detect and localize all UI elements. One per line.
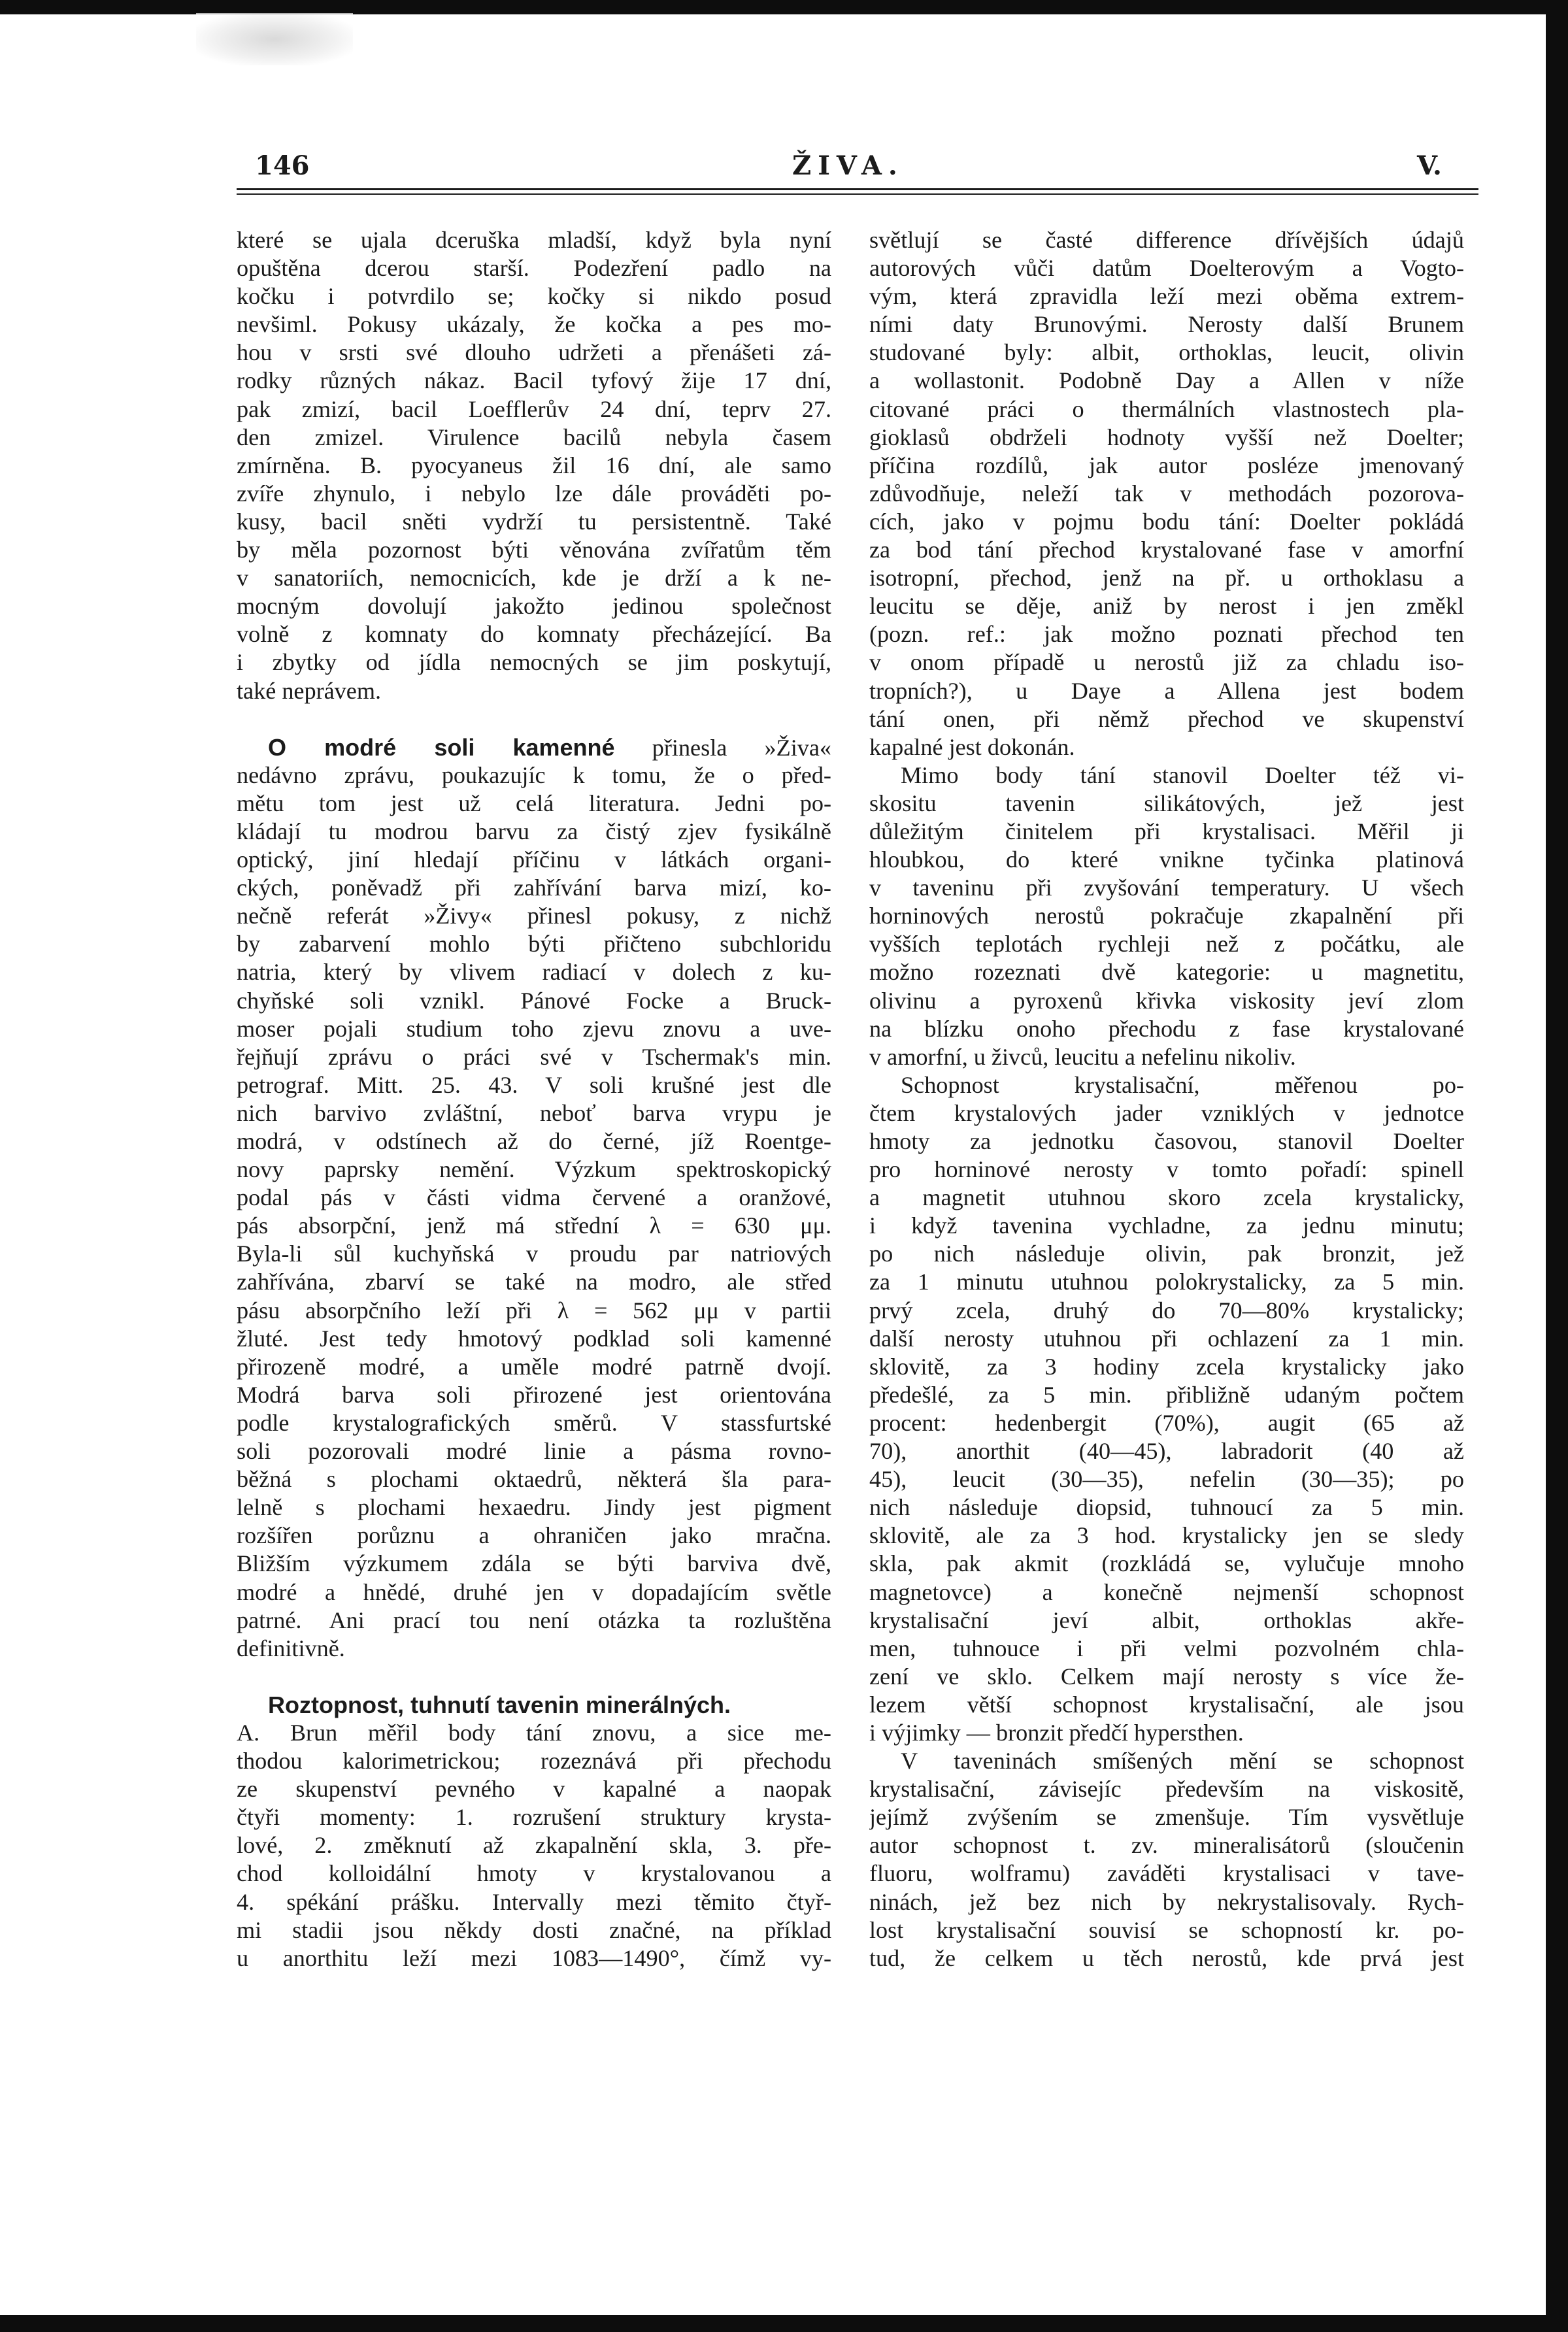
text-line: (pozn. ref.: jak možno poznati přechod ten [869,621,1464,648]
text-line: kusy, bacil sněti vydrží tu persistentně. Také [237,508,831,535]
text-line: mi stadii jsou někdy dosti značné, na příklad [237,1916,831,1943]
journal-title: ŽIVA. [792,150,904,181]
text-line: ze skupenství pevného v kapalné a naopak [237,1776,831,1803]
text-line: čtem krystalových jader vzniklých v jednotce [869,1099,1464,1126]
text-line: den zmizel. Virulence bacilů nebyla časem [237,424,831,450]
text-line: jejímž zvýšením se zmenšuje. Tím vysvětluje [869,1804,1464,1831]
paragraph-cats-bacteria [237,226,831,705]
text-line: men, tuhnouce i při velmi pozvolném chla- [869,1635,1464,1661]
text-line: zmírněna. B. pyocyaneus žil 16 dní, ale samo [237,452,831,478]
text-line: A. Brun měřil body tání znovu, a sice me- [237,1719,831,1746]
text-line: ními daty Brunovými. Nerosty další Brunem [869,311,1464,338]
text-line: v onom případě u nerostů již za chladu iso- [869,649,1464,676]
text-line: vyšších teplotách rychleji než z počátku, ale [869,931,1464,958]
paragraph-gap [237,705,831,733]
text-line: předešlé, za 5 min. přibližně udaným počtem [869,1381,1464,1408]
text-line: Mimo body tání stanovil Doelter též vi- [901,761,1464,788]
text-line: lezem větší schopnost krystalisační, ale jsou [869,1691,1464,1718]
text-line: definitivně. [237,1635,345,1661]
text-line: zvíře zhynulo, i nebylo lze dále prováděti po- [237,480,831,507]
text-line: mocným dovolují jakožto jedinou společnost [237,593,831,620]
text-line: příčina rozdílů, jak autor posléze jmenovaný [869,452,1464,478]
text-line: a magnetit utuhnou skoro zcela krystalicky, [869,1184,1464,1211]
text-line: po nich následuje olivin, pak bronzit, jež [869,1241,1464,1267]
scan-smudge [196,13,353,65]
journal-page [237,131,1478,2190]
text-line: řejňují zprávu o práci své v Tschermak's min. [237,1043,831,1070]
text-line: citované práci o thermálních vlastnostech pla- [869,395,1464,422]
text-line: rodky různých nákaz. Bacil tyfový žije 17 dní, [237,367,831,394]
page-number: 146 [255,150,310,181]
text-line: studované byly: albit, orthoklas, leucit, olivin [869,339,1464,366]
text-line: 4. spékání prášku. Intervally mezi těmito čtyř- [237,1888,831,1915]
section-heading-blue-salt: O modré soli kamenné [268,733,615,761]
text-line: cích, jako v pojmu bodu tání: Doelter pokládá [869,508,1464,535]
text-line: nečně referát »Živy« přinesl pokusy, z nichž [237,903,831,929]
text-line: i když tavenina vychladne, za jednu minutu; [869,1212,1464,1239]
running-header [237,144,1478,190]
paragraph-melting [237,1719,831,1973]
text-line: v taveninu při zvyšování temperatury. U všech [869,875,1464,901]
text-line: za 1 minutu utuhnou polokrystalicky, za 5 min. [869,1269,1464,1295]
text-line: lost krystalisační souvisí se schopností kr. po- [869,1916,1464,1943]
text-line: autorových vůči datům Doelterovým a Vogto- [869,255,1464,282]
text-line: za bod tání přechod krystalované fase v amorfní [869,537,1464,563]
text-line: fluoru, wolframu) zaváděti krystalisaci v tave- [869,1860,1464,1887]
text-line: olivinu a pyroxenů křivka viskosity jeví zlom [869,987,1464,1014]
text-line: důležitým činitelem při krystalisaci. Měřil ji [869,818,1464,844]
left-column [237,226,831,1973]
text-line: modré a hnědé, druhé jen v dopadajícím světle [237,1578,831,1605]
text-line: prvý zcela, druhý do 70—80% krystalicky; [869,1297,1464,1324]
text-line: ckých, poněvadž při zahřívání barva mizí, ko- [237,875,831,901]
text-line: kapalné jest dokonán. [869,733,1075,760]
text-line: procent: hedenbergit (70%), augit (65 až [869,1409,1464,1436]
text-line: patrné. Ani prací tou není otázka ta rozluštěna [237,1607,831,1633]
text-line: moser pojali studium toho zjevu znovu a uve- [237,1015,831,1042]
text-line: horninových nerostů pokračuje zkapalnění při [869,903,1464,929]
text-line: Byla-li sůl kuchyňská v proudu par natriových [237,1241,831,1267]
text-line: lelně s plochami hexaedru. Jindy jest pigment [237,1494,831,1521]
text-line: nevšiml. Pokusy ukázaly, že kočka a pes mo- [237,311,831,338]
text-line: možno rozeznati dvě kategorie: u magnetitu, [869,959,1464,986]
text-line: natria, který by vlivem radiací v dolech z ku- [237,959,831,986]
text-line: hmoty za jednotku časovou, stanovil Doelter [869,1128,1464,1154]
text-line: gioklasů obdrželi hodnoty vyšší než Doelter; [869,424,1464,450]
right-column [869,226,1464,1973]
scan-border-bottom [0,2315,1568,2332]
section-heading-melting: Roztopnost, tuhnutí tavenin minerálných. [268,1691,731,1718]
text-line: lové, 2. změknutí až zkapalnění skla, 3. pře- [237,1832,831,1859]
text-line: skla, pak akmit (rozkládá se, vylučuje mnoho [869,1550,1464,1577]
text-line: skositu tavenin silikátových, jež jest [869,790,1464,816]
text-line: zení ve sklo. Celkem mají nerosty s více že- [869,1663,1464,1690]
paragraph-gap [237,1663,831,1691]
text-line: čtyři momenty: 1. rozrušení struktury krysta- [237,1804,831,1831]
paragraph-crystallization [869,1071,1464,1747]
text-line: žluté. Jest tedy hmotový podklad soli kamenné [237,1325,831,1352]
text-line: pásu absorpčního leží při λ = 562 μμ v partii [237,1297,831,1324]
text-line: thodou kalorimetrickou; rozeznává při přechodu [237,1748,831,1774]
text-line: isotropní, přechod, jenž na př. u orthoklasu a [869,565,1464,591]
text-line: i zbytky od jídla nemocných se jim poskytují, [237,649,831,676]
text-line: které se ujala dceruška mladší, když byla nyní [237,227,831,253]
header-rule [237,188,1478,190]
text-line: 70), anorthit (40—45), labradorit (40 až [869,1438,1464,1465]
paragraph-mixed-melts [869,1747,1464,1973]
text-line: V taveninách smíšených mění se schopnost [901,1748,1464,1774]
text-line: hou v srsti své dlouho udržeti a přenášeti zá- [237,339,831,366]
text-line: hloubkou, do které vnikne tyčinka platinová [869,846,1464,873]
text-line: pak zmizí, bacil Loefflerův 24 dní, teprv 27. [237,395,831,422]
text-line: sklovitě, za 3 hodiny zcela krystalicky jako [869,1353,1464,1380]
text-line: leucitu se děje, aniž by nerost i jen změkl [869,593,1464,620]
text-line: Bližším výzkumem zdála se býti barviva dvě, [237,1550,831,1577]
text-line: přirozeně modré, a uměle modré patrně dvojí. [237,1353,831,1380]
text-line: zahřívána, zbarví se také na modro, ale střed [237,1269,831,1295]
scan-border-right [1546,0,1568,2332]
text-line: podle krystalografických směrů. V stassfurtské [237,1409,831,1436]
text-line: 45), leucit (30—35), nefelin (30—35); po [869,1466,1464,1493]
text-line: optický, jiní hledají příčinu v látkách organi- [237,846,831,873]
text-line: nich barvivo zvláštní, neboť barva vrypu je [237,1099,831,1126]
header-rule-secondary [237,193,1478,195]
text-line: vým, která zpravidla leží mezi oběma extrem- [869,283,1464,310]
text-line: pás absorpční, jenž má střední λ = 630 μμ. [237,1212,831,1239]
text-line: by zabarvení mohlo býti přičteno subchloridu [237,931,831,958]
text-line: Schopnost krystalisační, měřenou po- [901,1071,1464,1098]
text-line: další nerosty utuhnou při ochlazení za 1 min. [869,1325,1464,1352]
text-line: chyňské soli vznikl. Pánové Focke a Bruck- [237,987,831,1014]
text-line: mětu tom jest už celá literatura. Jedni po- [237,790,831,816]
text-line: také neprávem. [237,677,382,704]
volume-number: V. [1417,150,1442,181]
text-line: podal pás v části vidma červené a oranžové, [237,1184,831,1211]
text-line: kládají tu modrou barvu za čistý zjev fysikálně [237,818,831,844]
text-line: autor schopnost t. zv. mineralisátorů (sloučenin [869,1832,1464,1859]
text-line: tropních?), u Daye a Allena jest bodem [869,677,1464,704]
section-heading-line [237,733,831,761]
text-line: magnetovce) a konečně nejmenší schopnost [869,1578,1464,1605]
text-line: pro horninové nerosty v tomto pořadí: spinell [869,1156,1464,1183]
text-line: sklovitě, ale za 3 hod. krystalicky jen se sledy [869,1522,1464,1549]
text-line: zdůvodňuje, neleží tak v methodách pozorova- [869,480,1464,507]
text-line: a wollastonit. Podobně Day a Allen v níže [869,367,1464,394]
paragraph-blue-salt [237,761,831,1663]
scan-border-top [0,0,1568,14]
text-line: v amorfní, u živců, leucitu a nefelinu nikoliv. [869,1043,1296,1070]
text-line: tání onen, při němž přechod ve skupenství [869,705,1464,732]
text-line: krystalisační, závisejíc především na viskositě, [869,1776,1464,1803]
text-line: petrograf. Mitt. 25. 43. V soli krušné jest dle [237,1071,831,1098]
text-line: u anorthitu leží mezi 1083—1490°, čímž vy- [237,1944,831,1971]
text-line: novy paprsky nemění. Výzkum spektroskopický [237,1156,831,1183]
text-line: na blízku onoho přechodu z fase krystalované [869,1015,1464,1042]
text-line: ninách, jež bez nich by nekrystalisovaly. Rych- [869,1888,1464,1915]
text-line: modrá, v odstínech až do černé, jíž Roentge- [237,1128,831,1154]
text-line: nedávno zprávu, poukazujíc k tomu, že o před- [237,761,831,788]
text-line: běžná s plochami oktaedrů, některá šla para- [237,1466,831,1493]
paragraph-melting-continued [869,226,1464,761]
section-heading-line [237,1691,831,1719]
text-line: tud, že celkem u těch nerostů, kde prvá jest [869,1944,1464,1971]
text-line: v sanatoriích, nemocnicích, kde je drží a k ne- [237,565,831,591]
section-heading-continuation: přinesla »Živa« [652,734,831,761]
text-line: i výjimky — bronzit předčí hypersthen. [869,1719,1244,1746]
text-line: opuštěna dcerou starší. Podezření padlo na [237,255,831,282]
text-line: světlují se časté difference dřívějších údajů [869,227,1464,253]
text-line: chod kolloidální hmoty v krystalovanou a [237,1860,831,1887]
text-line: rozšířen porůznu a ohraničen jako mračna. [237,1522,831,1549]
paragraph-viscosity [869,761,1464,1071]
text-line: krystalisační jeví albit, orthoklas akře- [869,1607,1464,1633]
text-line: soli pozorovali modré linie a pásma rovno- [237,1438,831,1465]
text-line: kočku i potvrdilo se; kočky si nikdo posud [237,283,831,310]
text-line: volně z komnaty do komnaty přecházející. Ba [237,621,831,648]
text-line: Modrá barva soli přirozené jest orientována [237,1381,831,1408]
text-line: nich následuje diopsid, tuhnoucí za 5 min. [869,1494,1464,1521]
text-line: by měla pozornost býti věnována zvířatům těm [237,537,831,563]
